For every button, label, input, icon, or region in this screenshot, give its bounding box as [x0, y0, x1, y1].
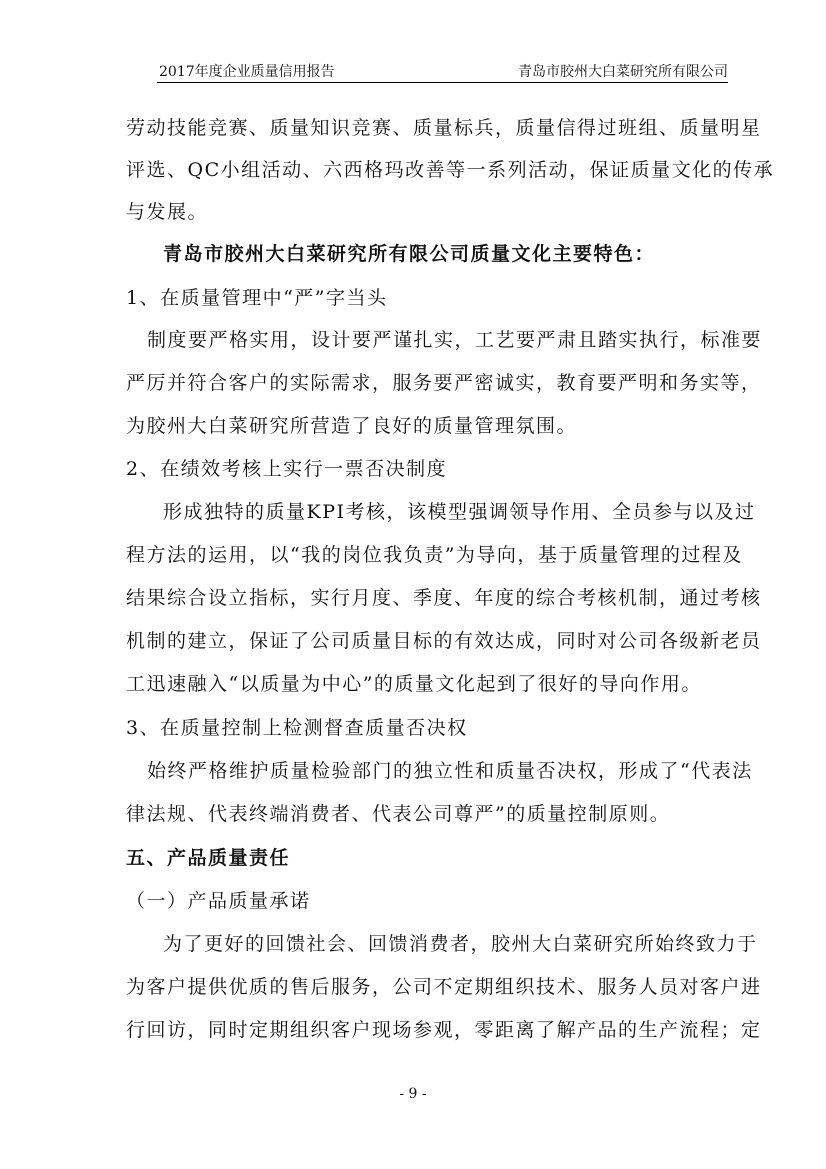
- body-line: 与发展。: [126, 201, 209, 223]
- page-header: [157, 56, 728, 83]
- body-line: 为了更好的回馈社会、回馈消费者，胶州大白菜研究所始终致力于: [163, 933, 758, 955]
- body-line: 劳动技能竞赛、质量知识竞赛、质量标兵，质量信得过班组、质量明星: [126, 117, 762, 139]
- header-company-name: 青岛市胶州大白菜研究所有限公司: [518, 64, 728, 80]
- body-line: 始终严格维护质量检验部门的独立性和质量否决权，形成了“代表法: [147, 760, 753, 782]
- subheading-product-commitment: （一）产品质量承诺: [126, 890, 311, 912]
- body-line: 律法规、代表终端消费者、代表公司尊严”的质量控制原则。: [126, 803, 671, 825]
- body-line: 机制的建立，保证了公司质量目标的有效达成，同时对公司各级新老员: [126, 630, 762, 652]
- body-line: 评选、QC小组活动、六西格玛改善等一系列活动，保证质量文化的传承: [126, 159, 775, 181]
- body-line: 为胶州大白菜研究所营造了良好的质量管理氛围。: [126, 415, 578, 437]
- page-number: - 9 -: [399, 1086, 427, 1102]
- body-line: 形成独特的质量KPI考核，该模型强调领导作用、全员参与以及过: [163, 501, 756, 523]
- subheading-2: 2、在绩效考核上实行一票否决制度: [126, 458, 448, 480]
- body-line: 工迅速融入“以质量为中心”的质量文化起到了很好的导向作用。: [126, 673, 702, 695]
- body-line: 制度要严格实用，设计要严谨扎实，工艺要严肃且踏实执行，标准要: [147, 329, 763, 351]
- body-line: 结果综合设立指标，实行月度、季度、年度的综合考核机制，通过考核: [126, 587, 762, 609]
- body-line: 为客户提供优质的售后服务，公司不定期组织技术、服务人员对客户进: [126, 976, 762, 998]
- body-line: 行回访，同时定期组织客户现场参观，零距离了解产品的生产流程；定: [126, 1019, 762, 1041]
- section-heading-product-quality: 五、产品质量责任: [126, 847, 291, 869]
- section-heading-quality-culture: 青岛市胶州大白菜研究所有限公司质量文化主要特色：: [163, 243, 656, 265]
- subheading-3: 3、在质量控制上检测督查质量否决权: [126, 717, 468, 739]
- subheading-1: 1、在质量管理中“严”字当头: [126, 287, 388, 309]
- body-line: 程方法的运用，以“我的岗位我负责”为导向，基于质量管理的过程及: [126, 544, 743, 566]
- body-line: 严厉并符合客户的实际需求，服务要严密诚实，教育要严明和务实等，: [126, 372, 762, 394]
- header-report-title: 2017年度企业质量信用报告: [159, 64, 335, 80]
